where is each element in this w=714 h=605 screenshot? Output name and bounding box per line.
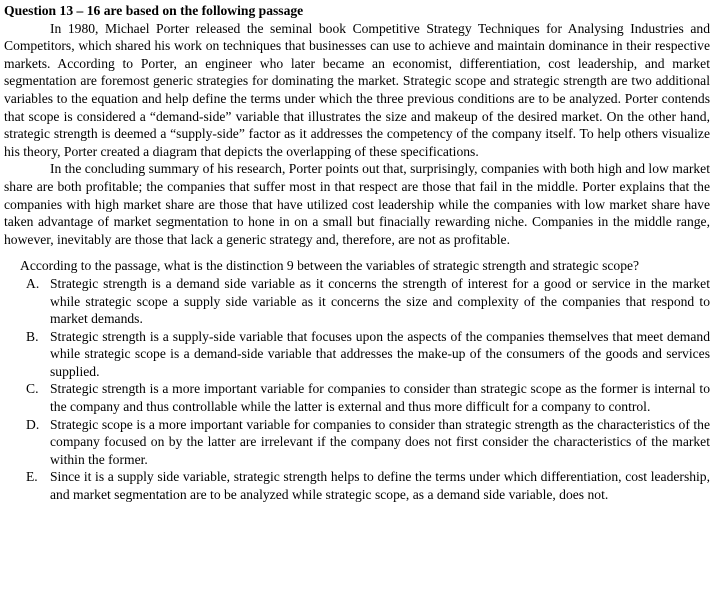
answer-option-b[interactable] bbox=[26, 328, 710, 381]
option-text: Strategic scope is a more important variable for companies to consider than strategic strength as the characteristics of the company focused on by the latter are irrelevant if the company does not first consider the characteristics of the market within the former. bbox=[50, 416, 710, 467]
option-text: Since it is a supply side variable, strategic strength helps to define the terms under which differentiation, cost leadership, and market segmentation are to be analyzed while strategic scope, as a demand side variable, does not. bbox=[50, 469, 710, 503]
option-text: Strategic strength is a more important variable for companies to consider than strategic scope as the former is internal to the company and thus controllable while the latter is external and thus more difficult for a company to control. bbox=[50, 381, 710, 415]
answer-option-a[interactable] bbox=[26, 275, 710, 328]
answer-options bbox=[4, 275, 710, 504]
answer-option-d[interactable] bbox=[26, 416, 710, 469]
option-letter: A. bbox=[26, 275, 40, 291]
option-text: Strategic strength is a demand side variable as it concerns the strength of interest for a good or service in the market while strategic scope a supply side variable as it concerns the size and complexity of the companies that respond to market demands. bbox=[50, 275, 710, 327]
passage-paragraph-2: In the concluding summary of his research, Porter points out that, surprisingly, companies with both high and low market share are both profitable; the companies that suffer most in that respect are those that fail in the middle. Porter explains that the companies with high market share are those that have utilized cost leadership while the companies with low market share have taken advantage of market segmentation to hone in on a small but finacially rewarding niche. Companies in the middle range, however, inevitably are those that lack a generic strategy and, therefore, are not as profitable. bbox=[4, 161, 710, 247]
option-letter: D. bbox=[26, 416, 40, 432]
option-text: Strategic strength is a supply-side variable that focuses upon the aspects of the companies themselves that meet demand while strategic scope is a demand-side variable that addresses the make-up of the consumers of the goods and services supplied. bbox=[50, 328, 710, 379]
option-letter: B. bbox=[26, 328, 39, 344]
answer-option-e[interactable] bbox=[26, 468, 710, 503]
option-letter: C. bbox=[26, 381, 39, 397]
option-letter: E. bbox=[26, 469, 38, 485]
passage-paragraph-1: In 1980, Michael Porter released the seminal book Competitive Strategy Techniques for Analysing Industries and Competitors, which shared his work on techniques that businesses can use to achieve and maintain dominance in their respective markets. According to Porter, an engineer who later became an economist, differentiation, cost leadership, and market segmentation are foremost generic strategies for dominating the market. Strategic scope and strategic strength are two additional variables to the equation and help define the terms under which the three previous conditions are to be analyzed. Porter contends that scope is considered a “demand-side” variable that illustrates the size and makeup of the desired market. On the other hand, strategic strength is deemed a “supply-side” factor as it addresses the competency of the company itself. To help others visualize his theory, Porter created a diagram that depicts the overlapping of these specifications. bbox=[4, 20, 710, 159]
question-stem: According to the passage, what is the distinction 9 between the variables of strategic strength and strategic scope? bbox=[20, 258, 640, 274]
answer-option-c[interactable] bbox=[26, 380, 710, 415]
passage-heading: Question 13 – 16 are based on the following passage bbox=[4, 3, 304, 18]
